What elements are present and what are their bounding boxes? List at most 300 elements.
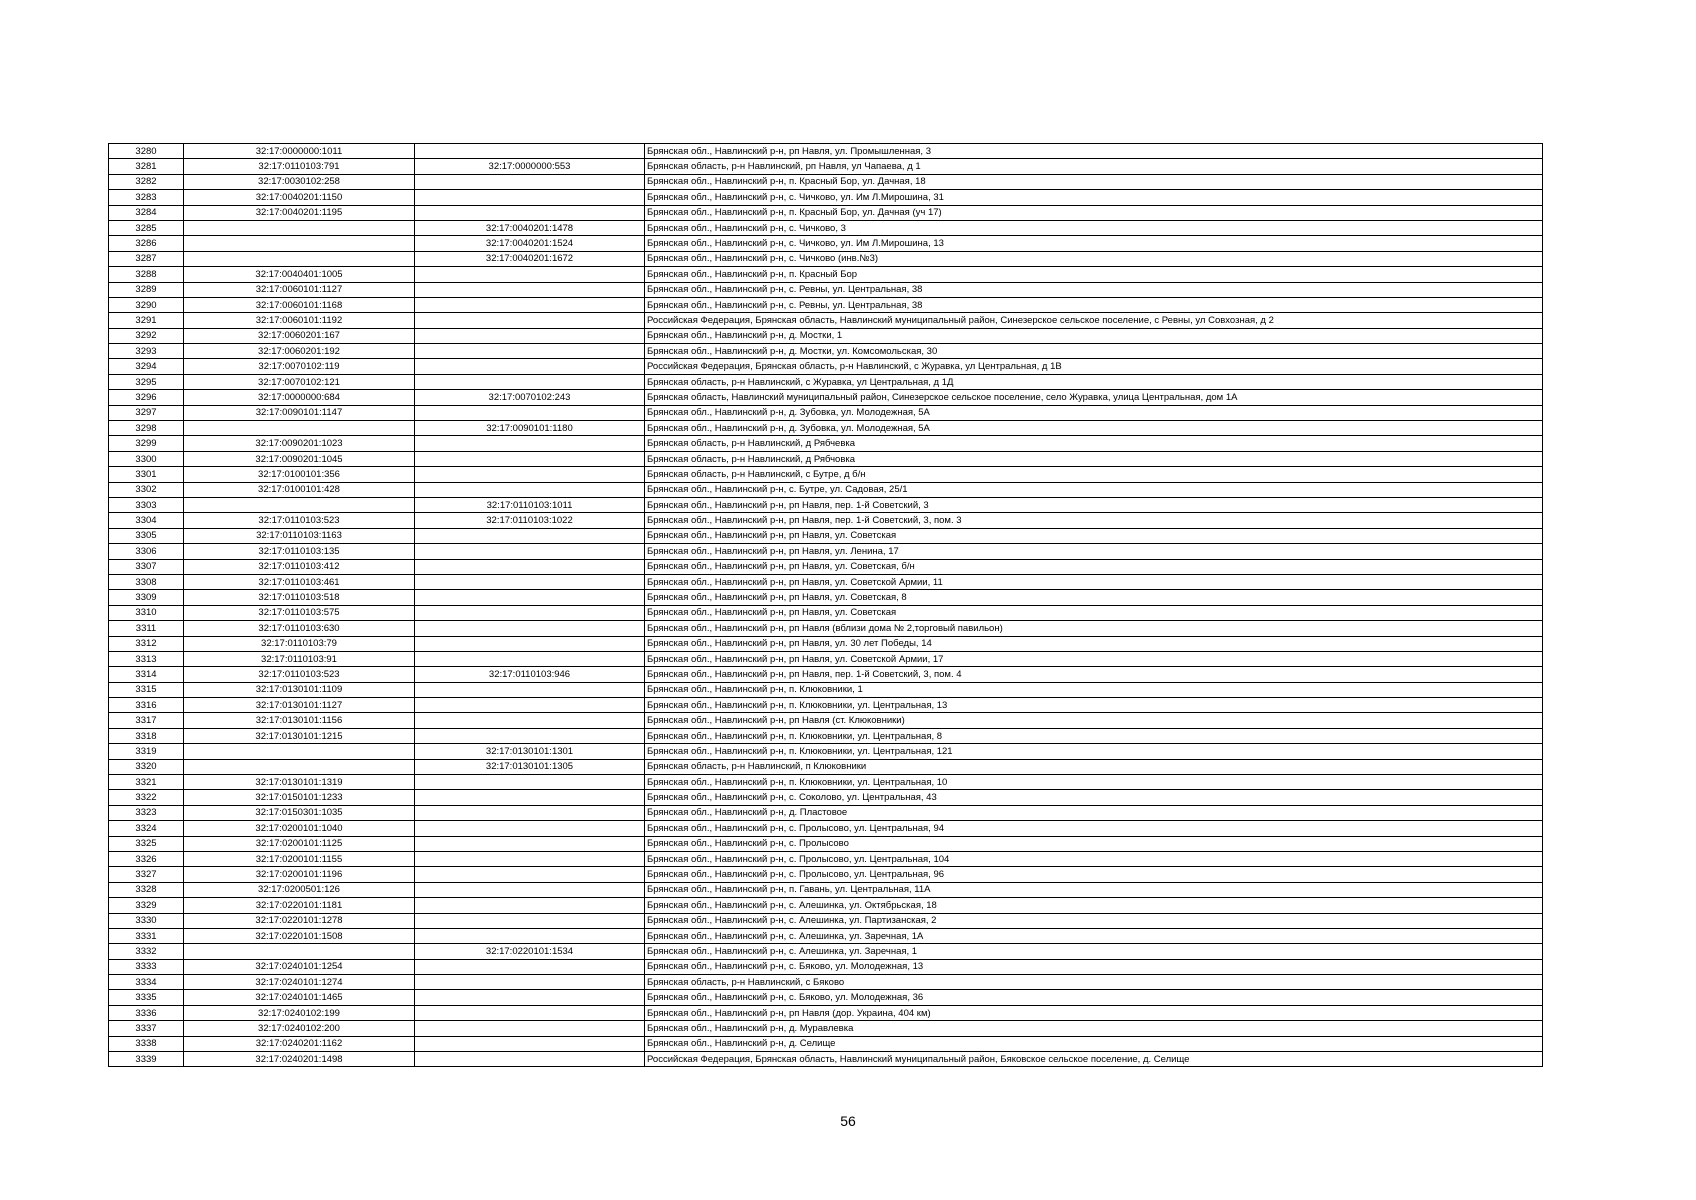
- address-cell: Брянская область, р-н Навлинский, д Рябчевка: [645, 436, 1543, 451]
- address-cell: Брянская обл., Навлинский р-н, с. Чичково, ул. Им Л.Мирошина, 31: [645, 190, 1543, 205]
- address-cell: Брянская обл., Навлинский р-н, д. Пластовое: [645, 805, 1543, 820]
- table-row: [109, 328, 1543, 343]
- table-row: [109, 482, 1543, 497]
- row-number-cell: 3309: [109, 590, 184, 605]
- related-cadastral-number-cell: [415, 713, 645, 728]
- address-cell: Брянская обл., Навлинский р-н, рп Навля, ул. Советская, 8: [645, 590, 1543, 605]
- row-number-cell: 3332: [109, 944, 184, 959]
- related-cadastral-number-cell: [415, 1005, 645, 1020]
- table-row: [109, 559, 1543, 574]
- row-number-cell: 3334: [109, 975, 184, 990]
- row-number-cell: 3337: [109, 1021, 184, 1036]
- address-cell: Брянская обл., Навлинский р-н, рп Навля (ст. Клюковники): [645, 713, 1543, 728]
- row-number-cell: 3317: [109, 713, 184, 728]
- row-number-cell: 3338: [109, 1036, 184, 1051]
- row-number-cell: 3280: [109, 144, 184, 159]
- table-row: [109, 944, 1543, 959]
- row-number-cell: 3282: [109, 174, 184, 189]
- related-cadastral-number-cell: 32:17:0130101:1301: [415, 744, 645, 759]
- page-number: 56: [840, 1113, 856, 1129]
- related-cadastral-number-cell: [415, 728, 645, 743]
- address-cell: Брянская обл., Навлинский р-н, д. Зубовка, ул. Молодежная, 5А: [645, 421, 1543, 436]
- table-row: [109, 220, 1543, 235]
- address-cell: Брянская обл., Навлинский р-н, п. Клюковники, ул. Центральная, 121: [645, 744, 1543, 759]
- related-cadastral-number-cell: [415, 913, 645, 928]
- related-cadastral-number-cell: [415, 990, 645, 1005]
- table-row: [109, 528, 1543, 543]
- related-cadastral-number-cell: [415, 1021, 645, 1036]
- table-row: [109, 744, 1543, 759]
- cadastral-number-cell: 32:17:0110103:523: [184, 513, 415, 528]
- address-cell: Брянская обл., Навлинский р-н, рп Навля, ул. 30 лет Победы, 14: [645, 636, 1543, 651]
- cadastral-number-cell: 32:17:0200101:1196: [184, 867, 415, 882]
- row-number-cell: 3321: [109, 775, 184, 790]
- table-row: [109, 236, 1543, 251]
- related-cadastral-number-cell: [415, 682, 645, 697]
- related-cadastral-number-cell: [415, 313, 645, 328]
- cadastral-number-cell: 32:17:0130101:1109: [184, 682, 415, 697]
- related-cadastral-number-cell: [415, 374, 645, 389]
- row-number-cell: 3310: [109, 605, 184, 620]
- cadastral-number-cell: 32:17:0000000:684: [184, 390, 415, 405]
- row-number-cell: 3296: [109, 390, 184, 405]
- related-cadastral-number-cell: [415, 344, 645, 359]
- row-number-cell: 3303: [109, 497, 184, 512]
- table-row: [109, 836, 1543, 851]
- cadastral-number-cell: 32:17:0110103:518: [184, 590, 415, 605]
- cadastral-number-cell: 32:17:0040201:1150: [184, 190, 415, 205]
- address-cell: Брянская обл., Навлинский р-н, рп Навля, ул. Советская: [645, 528, 1543, 543]
- related-cadastral-number-cell: [415, 898, 645, 913]
- related-cadastral-number-cell: [415, 205, 645, 220]
- cadastral-number-cell: 32:17:0100101:356: [184, 467, 415, 482]
- address-cell: Брянская обл., Навлинский р-н, п. Клюковники, 1: [645, 682, 1543, 697]
- row-number-cell: 3289: [109, 282, 184, 297]
- row-number-cell: 3329: [109, 898, 184, 913]
- row-number-cell: 3290: [109, 297, 184, 312]
- address-cell: Брянская обл., Навлинский р-н, рп Навля (вблизи дома № 2,торговый павильон): [645, 621, 1543, 636]
- register-table-body: [109, 144, 1543, 1067]
- cadastral-number-cell: 32:17:0150101:1233: [184, 790, 415, 805]
- table-row: [109, 1005, 1543, 1020]
- related-cadastral-number-cell: [415, 621, 645, 636]
- related-cadastral-number-cell: [415, 836, 645, 851]
- cadastral-number-cell: 32:17:0220101:1278: [184, 913, 415, 928]
- related-cadastral-number-cell: [415, 790, 645, 805]
- cadastral-number-cell: 32:17:0130101:1215: [184, 728, 415, 743]
- related-cadastral-number-cell: [415, 805, 645, 820]
- row-number-cell: 3320: [109, 759, 184, 774]
- table-row: [109, 728, 1543, 743]
- cadastral-number-cell: [184, 421, 415, 436]
- cadastral-number-cell: 32:17:0110103:630: [184, 621, 415, 636]
- cadastral-number-cell: [184, 744, 415, 759]
- table-row: [109, 513, 1543, 528]
- related-cadastral-number-cell: [415, 574, 645, 589]
- row-number-cell: 3283: [109, 190, 184, 205]
- address-cell: Брянская обл., Навлинский р-н, рп Навля, ул. Ленина, 17: [645, 544, 1543, 559]
- row-number-cell: 3286: [109, 236, 184, 251]
- row-number-cell: 3327: [109, 867, 184, 882]
- cadastral-number-cell: 32:17:0060101:1168: [184, 297, 415, 312]
- related-cadastral-number-cell: 32:17:0040201:1478: [415, 220, 645, 235]
- address-cell: Брянская обл., Навлинский р-н, с. Пролысово, ул. Центральная, 94: [645, 821, 1543, 836]
- cadastral-number-cell: [184, 236, 415, 251]
- address-cell: Брянская область, р-н Навлинский, с Бутре, д б/н: [645, 467, 1543, 482]
- table-row: [109, 1052, 1543, 1067]
- table-row: [109, 405, 1543, 420]
- address-cell: Брянская обл., Навлинский р-н, с. Ревны, ул. Центральная, 38: [645, 282, 1543, 297]
- table-row: [109, 975, 1543, 990]
- row-number-cell: 3305: [109, 528, 184, 543]
- row-number-cell: 3312: [109, 636, 184, 651]
- related-cadastral-number-cell: [415, 297, 645, 312]
- cadastral-number-cell: 32:17:0200101:1155: [184, 851, 415, 866]
- cadastral-number-cell: 32:17:0100101:428: [184, 482, 415, 497]
- row-number-cell: 3301: [109, 467, 184, 482]
- table-row: [109, 267, 1543, 282]
- cadastral-number-cell: [184, 759, 415, 774]
- table-row: [109, 898, 1543, 913]
- cadastral-number-cell: [184, 220, 415, 235]
- table-row: [109, 990, 1543, 1005]
- table-row: [109, 651, 1543, 666]
- row-number-cell: 3291: [109, 313, 184, 328]
- table-row: [109, 713, 1543, 728]
- table-row: [109, 698, 1543, 713]
- cadastral-number-cell: 32:17:0040201:1195: [184, 205, 415, 220]
- table-row: [109, 451, 1543, 466]
- cadastral-number-cell: 32:17:0110103:79: [184, 636, 415, 651]
- address-cell: Брянская обл., Навлинский р-н, д. Мостки, 1: [645, 328, 1543, 343]
- row-number-cell: 3311: [109, 621, 184, 636]
- cadastral-number-cell: [184, 944, 415, 959]
- related-cadastral-number-cell: [415, 775, 645, 790]
- cadastral-number-cell: 32:17:0240201:1162: [184, 1036, 415, 1051]
- row-number-cell: 3318: [109, 728, 184, 743]
- table-row: [109, 282, 1543, 297]
- table-row: [109, 759, 1543, 774]
- table-row: [109, 913, 1543, 928]
- related-cadastral-number-cell: [415, 928, 645, 943]
- table-row: [109, 544, 1543, 559]
- cadastral-number-cell: 32:17:0220101:1508: [184, 928, 415, 943]
- cadastral-number-cell: 32:17:0220101:1181: [184, 898, 415, 913]
- related-cadastral-number-cell: 32:17:0130101:1305: [415, 759, 645, 774]
- address-cell: Российская Федерация, Брянская область, Навлинский муниципальный район, Бяковское сельское поселение, д. Селище: [645, 1052, 1543, 1067]
- address-cell: Брянская обл., Навлинский р-н, с. Пролысово: [645, 836, 1543, 851]
- address-cell: Брянская обл., Навлинский р-н, с. Соколово, ул. Центральная, 43: [645, 790, 1543, 805]
- row-number-cell: 3325: [109, 836, 184, 851]
- cadastral-number-cell: 32:17:0130101:1127: [184, 698, 415, 713]
- row-number-cell: 3284: [109, 205, 184, 220]
- address-cell: Брянская обл., Навлинский р-н, с. Бяково, ул. Молодежная, 36: [645, 990, 1543, 1005]
- related-cadastral-number-cell: [415, 451, 645, 466]
- row-number-cell: 3324: [109, 821, 184, 836]
- cadastral-number-cell: 32:17:0110103:135: [184, 544, 415, 559]
- address-cell: Брянская обл., Навлинский р-н, п. Красный Бор: [645, 267, 1543, 282]
- address-cell: Брянская обл., Навлинский р-н, с. Алешинка, ул. Заречная, 1А: [645, 928, 1543, 943]
- cadastral-number-cell: 32:17:0060201:167: [184, 328, 415, 343]
- related-cadastral-number-cell: [415, 821, 645, 836]
- related-cadastral-number-cell: 32:17:0090101:1180: [415, 421, 645, 436]
- table-row: [109, 1021, 1543, 1036]
- related-cadastral-number-cell: [415, 698, 645, 713]
- table-row: [109, 174, 1543, 189]
- address-cell: Брянская обл., Навлинский р-н, с. Бутре, ул. Садовая, 25/1: [645, 482, 1543, 497]
- row-number-cell: 3302: [109, 482, 184, 497]
- related-cadastral-number-cell: [415, 544, 645, 559]
- cadastral-number-cell: 32:17:0110103:791: [184, 159, 415, 174]
- table-row: [109, 851, 1543, 866]
- address-cell: Брянская обл., Навлинский р-н, рп Навля, ул. Советская, б/н: [645, 559, 1543, 574]
- address-cell: Брянская обл., Навлинский р-н, рп Навля, ул. Промышленная, 3: [645, 144, 1543, 159]
- address-cell: Брянская обл., Навлинский р-н, с. Алешинка, ул. Заречная, 1: [645, 944, 1543, 959]
- table-row: [109, 251, 1543, 266]
- address-cell: Брянская обл., Навлинский р-н, с. Пролысово, ул. Центральная, 104: [645, 851, 1543, 866]
- cadastral-number-cell: 32:17:0030102:258: [184, 174, 415, 189]
- row-number-cell: 3281: [109, 159, 184, 174]
- table-row: [109, 882, 1543, 897]
- cadastral-number-cell: 32:17:0110103:1163: [184, 528, 415, 543]
- table-row: [109, 190, 1543, 205]
- related-cadastral-number-cell: [415, 436, 645, 451]
- cadastral-number-cell: [184, 497, 415, 512]
- cadastral-number-cell: 32:17:0110103:412: [184, 559, 415, 574]
- address-cell: Брянская обл., Навлинский р-н, д. Зубовка, ул. Молодежная, 5А: [645, 405, 1543, 420]
- cadastral-number-cell: 32:17:0070102:121: [184, 374, 415, 389]
- cadastral-number-cell: 32:17:0070102:119: [184, 359, 415, 374]
- row-number-cell: 3331: [109, 928, 184, 943]
- row-number-cell: 3294: [109, 359, 184, 374]
- table-row: [109, 159, 1543, 174]
- row-number-cell: 3314: [109, 667, 184, 682]
- address-cell: Брянская обл., Навлинский р-н, рп Навля, пер. 1-й Советский, 3, пом. 3: [645, 513, 1543, 528]
- address-cell: Брянская обл., Навлинский р-н, с. Алешинка, ул. Партизанская, 2: [645, 913, 1543, 928]
- table-row: [109, 297, 1543, 312]
- cadastral-number-cell: 32:17:0110103:461: [184, 574, 415, 589]
- related-cadastral-number-cell: 32:17:0040201:1524: [415, 236, 645, 251]
- related-cadastral-number-cell: 32:17:0110103:946: [415, 667, 645, 682]
- address-cell: Брянская обл., Навлинский р-н, п. Красный Бор, ул. Дачная (уч 17): [645, 205, 1543, 220]
- address-cell: Брянская область, р-н Навлинский, с Бяково: [645, 975, 1543, 990]
- row-number-cell: 3300: [109, 451, 184, 466]
- row-number-cell: 3322: [109, 790, 184, 805]
- table-row: [109, 805, 1543, 820]
- register-table: [108, 143, 1543, 1067]
- related-cadastral-number-cell: [415, 328, 645, 343]
- table-row: [109, 682, 1543, 697]
- cadastral-number-cell: 32:17:0130101:1319: [184, 775, 415, 790]
- cadastral-number-cell: 32:17:0060101:1127: [184, 282, 415, 297]
- table-row: [109, 775, 1543, 790]
- row-number-cell: 3339: [109, 1052, 184, 1067]
- related-cadastral-number-cell: [415, 174, 645, 189]
- table-row: [109, 867, 1543, 882]
- row-number-cell: 3323: [109, 805, 184, 820]
- related-cadastral-number-cell: [415, 405, 645, 420]
- table-row: [109, 1036, 1543, 1051]
- related-cadastral-number-cell: [415, 282, 645, 297]
- cadastral-number-cell: 32:17:0060101:1192: [184, 313, 415, 328]
- row-number-cell: 3295: [109, 374, 184, 389]
- row-number-cell: 3336: [109, 1005, 184, 1020]
- cadastral-number-cell: 32:17:0240101:1274: [184, 975, 415, 990]
- table-row: [109, 421, 1543, 436]
- row-number-cell: 3316: [109, 698, 184, 713]
- address-cell: Брянская обл., Навлинский р-н, п. Красный Бор, ул. Дачная, 18: [645, 174, 1543, 189]
- related-cadastral-number-cell: [415, 359, 645, 374]
- table-row: [109, 821, 1543, 836]
- row-number-cell: 3297: [109, 405, 184, 420]
- row-number-cell: 3335: [109, 990, 184, 1005]
- address-cell: Брянская обл., Навлинский р-н, с. Чичково (инв.№3): [645, 251, 1543, 266]
- table-row: [109, 959, 1543, 974]
- table-row: [109, 667, 1543, 682]
- address-cell: Брянская область, р-н Навлинский, рп Навля, ул Чапаева, д 1: [645, 159, 1543, 174]
- cadastral-number-cell: 32:17:0240102:199: [184, 1005, 415, 1020]
- row-number-cell: 3287: [109, 251, 184, 266]
- cadastral-number-cell: 32:17:0040401:1005: [184, 267, 415, 282]
- address-cell: Брянская обл., Навлинский р-н, п. Клюковники, ул. Центральная, 13: [645, 698, 1543, 713]
- related-cadastral-number-cell: [415, 144, 645, 159]
- row-number-cell: 3285: [109, 220, 184, 235]
- address-cell: Брянская обл., Навлинский р-н, д. Селище: [645, 1036, 1543, 1051]
- address-cell: Брянская обл., Навлинский р-н, п. Клюковники, ул. Центральная, 8: [645, 728, 1543, 743]
- address-cell: Брянская область, р-н Навлинский, д Рябчовка: [645, 451, 1543, 466]
- cadastral-number-cell: 32:17:0240101:1254: [184, 959, 415, 974]
- address-cell: Брянская область, р-н Навлинский, с Журавка, ул Центральная, д 1Д: [645, 374, 1543, 389]
- address-cell: Брянская обл., Навлинский р-н, рп Навля, ул. Советская: [645, 605, 1543, 620]
- row-number-cell: 3308: [109, 574, 184, 589]
- related-cadastral-number-cell: [415, 590, 645, 605]
- table-row: [109, 390, 1543, 405]
- row-number-cell: 3319: [109, 744, 184, 759]
- table-row: [109, 374, 1543, 389]
- table-row: [109, 344, 1543, 359]
- table-row: [109, 790, 1543, 805]
- cadastral-number-cell: 32:17:0200101:1125: [184, 836, 415, 851]
- related-cadastral-number-cell: [415, 1036, 645, 1051]
- table-row: [109, 605, 1543, 620]
- row-number-cell: 3298: [109, 421, 184, 436]
- row-number-cell: 3288: [109, 267, 184, 282]
- address-cell: Брянская обл., Навлинский р-н, рп Навля, пер. 1-й Советский, 3: [645, 497, 1543, 512]
- cadastral-number-cell: 32:17:0130101:1156: [184, 713, 415, 728]
- row-number-cell: 3333: [109, 959, 184, 974]
- cadastral-number-cell: 32:17:0110103:523: [184, 667, 415, 682]
- cadastral-number-cell: 32:17:0240102:200: [184, 1021, 415, 1036]
- row-number-cell: 3299: [109, 436, 184, 451]
- table-row: [109, 313, 1543, 328]
- cadastral-number-cell: 32:17:0240201:1498: [184, 1052, 415, 1067]
- address-cell: Брянская обл., Навлинский р-н, п. Гавань, ул. Центральная, 11А: [645, 882, 1543, 897]
- related-cadastral-number-cell: 32:17:0000000:553: [415, 159, 645, 174]
- address-cell: Российская Федерация, Брянская область, р-н Навлинский, с Журавка, ул Центральная, д 1В: [645, 359, 1543, 374]
- related-cadastral-number-cell: [415, 482, 645, 497]
- address-cell: Брянская область, р-н Навлинский, п Клюковники: [645, 759, 1543, 774]
- address-cell: Брянская обл., Навлинский р-н, д. Мостки, ул. Комсомольская, 30: [645, 344, 1543, 359]
- table-row: [109, 436, 1543, 451]
- row-number-cell: 3328: [109, 882, 184, 897]
- row-number-cell: 3313: [109, 651, 184, 666]
- address-cell: Брянская обл., Навлинский р-н, с. Пролысово, ул. Центральная, 96: [645, 867, 1543, 882]
- related-cadastral-number-cell: 32:17:0070102:243: [415, 390, 645, 405]
- row-number-cell: 3315: [109, 682, 184, 697]
- address-cell: Брянская обл., Навлинский р-н, с. Алешинка, ул. Октябрьская, 18: [645, 898, 1543, 913]
- address-cell: Российская Федерация, Брянская область, Навлинский муниципальный район, Синезерское сельское поселение, с Ревны, ул Совхозная, д 2: [645, 313, 1543, 328]
- related-cadastral-number-cell: [415, 267, 645, 282]
- related-cadastral-number-cell: 32:17:0040201:1672: [415, 251, 645, 266]
- table-row: [109, 144, 1543, 159]
- related-cadastral-number-cell: [415, 190, 645, 205]
- address-cell: Брянская обл., Навлинский р-н, с. Бяково, ул. Молодежная, 13: [645, 959, 1543, 974]
- table-row: [109, 928, 1543, 943]
- table-row: [109, 621, 1543, 636]
- cadastral-number-cell: 32:17:0200101:1040: [184, 821, 415, 836]
- related-cadastral-number-cell: [415, 882, 645, 897]
- related-cadastral-number-cell: 32:17:0220101:1534: [415, 944, 645, 959]
- cadastral-number-cell: 32:17:0200501:126: [184, 882, 415, 897]
- table-row: [109, 590, 1543, 605]
- related-cadastral-number-cell: [415, 959, 645, 974]
- table-row: [109, 205, 1543, 220]
- related-cadastral-number-cell: [415, 851, 645, 866]
- cadastral-number-cell: 32:17:0150301:1035: [184, 805, 415, 820]
- table-row: [109, 574, 1543, 589]
- cadastral-number-cell: 32:17:0060201:192: [184, 344, 415, 359]
- related-cadastral-number-cell: [415, 1052, 645, 1067]
- row-number-cell: 3306: [109, 544, 184, 559]
- related-cadastral-number-cell: [415, 605, 645, 620]
- cadastral-number-cell: 32:17:0090201:1045: [184, 451, 415, 466]
- related-cadastral-number-cell: 32:17:0110103:1022: [415, 513, 645, 528]
- related-cadastral-number-cell: [415, 559, 645, 574]
- table-row: [109, 636, 1543, 651]
- related-cadastral-number-cell: [415, 528, 645, 543]
- related-cadastral-number-cell: [415, 867, 645, 882]
- cadastral-number-cell: 32:17:0090201:1023: [184, 436, 415, 451]
- address-cell: Брянская обл., Навлинский р-н, рп Навля (дор. Украина, 404 км): [645, 1005, 1543, 1020]
- address-cell: Брянская обл., Навлинский р-н, рп Навля, пер. 1-й Советский, 3, пом. 4: [645, 667, 1543, 682]
- related-cadastral-number-cell: [415, 636, 645, 651]
- address-cell: Брянская обл., Навлинский р-н, рп Навля, ул. Советской Армии, 11: [645, 574, 1543, 589]
- related-cadastral-number-cell: [415, 467, 645, 482]
- address-cell: Брянская обл., Навлинский р-н, с. Ревны, ул. Центральная, 38: [645, 297, 1543, 312]
- related-cadastral-number-cell: [415, 975, 645, 990]
- table-row: [109, 497, 1543, 512]
- row-number-cell: 3293: [109, 344, 184, 359]
- address-cell: Брянская обл., Навлинский р-н, с. Чичково, ул. Им Л.Мирошина, 13: [645, 236, 1543, 251]
- row-number-cell: 3307: [109, 559, 184, 574]
- address-cell: Брянская обл., Навлинский р-н, с. Чичково, 3: [645, 220, 1543, 235]
- address-cell: Брянская обл., Навлинский р-н, рп Навля, ул. Советской Армии, 17: [645, 651, 1543, 666]
- cadastral-number-cell: 32:17:0240101:1465: [184, 990, 415, 1005]
- related-cadastral-number-cell: 32:17:0110103:1011: [415, 497, 645, 512]
- address-cell: Брянская область, Навлинский муниципальный район, Синезерское сельское поселение, село Журавка, улица Центральная, дом 1А: [645, 390, 1543, 405]
- row-number-cell: 3326: [109, 851, 184, 866]
- cadastral-number-cell: 32:17:0090101:1147: [184, 405, 415, 420]
- related-cadastral-number-cell: [415, 651, 645, 666]
- table-row: [109, 359, 1543, 374]
- row-number-cell: 3292: [109, 328, 184, 343]
- address-cell: Брянская обл., Навлинский р-н, п. Клюковники, ул. Центральная, 10: [645, 775, 1543, 790]
- cadastral-number-cell: [184, 251, 415, 266]
- cadastral-number-cell: 32:17:0110103:91: [184, 651, 415, 666]
- row-number-cell: 3330: [109, 913, 184, 928]
- cadastral-number-cell: 32:17:0000000:1011: [184, 144, 415, 159]
- table-row: [109, 467, 1543, 482]
